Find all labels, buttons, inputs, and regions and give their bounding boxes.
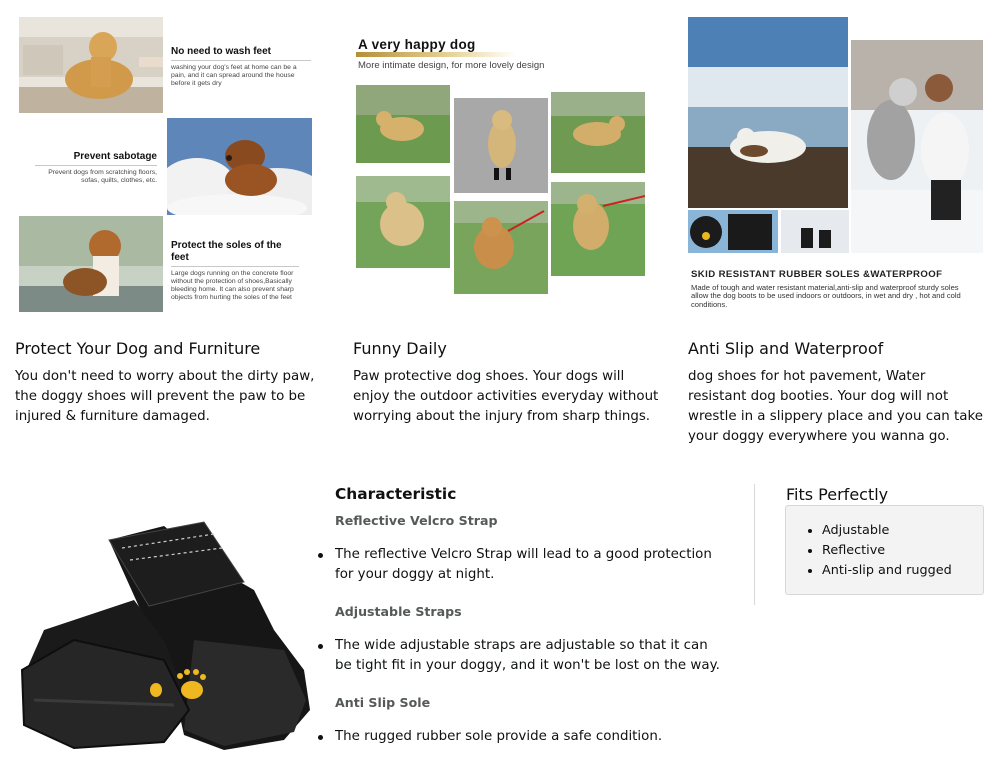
boot-sole-detail-photo bbox=[688, 210, 778, 253]
protect-heading: Protect Your Dog and Furniture bbox=[15, 339, 261, 358]
funny-daily-description: Paw protective dog shoes. Your dogs will enjoy the outdoor activities everyday without worrying about the injury from sharp things. bbox=[353, 369, 659, 424]
anti-slip-description: dog shoes for hot pavement, Water resistant dog booties. Your dog will not wrestle in a slippery place and you can take your doggy everywhere you wanna go. bbox=[688, 369, 983, 444]
skid-resistant-desc: Made of tough and water resistant material,anti-slip and waterproof sturdy soles allow the dog boots to be used indoors or outdoors, in wet and dry , hot and cold conditions. bbox=[691, 283, 961, 309]
feature-wash-feet-desc: washing your dog's feet at home can be a pain, and it can spread around the house before it gets dry bbox=[171, 64, 297, 87]
adjustable-straps-heading: Adjustable Straps bbox=[335, 604, 462, 619]
feature-wash-feet-title: No need to wash feet bbox=[171, 46, 272, 57]
characteristic-title: Characteristic bbox=[335, 485, 457, 503]
dog-boots-snow-photo bbox=[781, 210, 849, 253]
fits-item bbox=[822, 523, 889, 538]
feature-prevent-sabotage-title: Prevent sabotage bbox=[73, 151, 157, 162]
dog-boots-product-image bbox=[14, 520, 314, 756]
happy-dog-subtitle: More intimate design, for more lovely design bbox=[358, 60, 545, 71]
bullet-dot bbox=[318, 735, 323, 740]
adjustable-straps-bullet bbox=[318, 636, 728, 676]
fits-perfectly-box bbox=[785, 505, 984, 595]
bullet-dot bbox=[808, 569, 812, 573]
feature-wash-feet bbox=[171, 46, 311, 88]
beagle-photo bbox=[19, 216, 163, 312]
feature-protect-soles-title: Protect the soles of the feet bbox=[171, 240, 282, 263]
dog-in-cotton-photo bbox=[167, 118, 312, 215]
feature-divider bbox=[35, 165, 157, 166]
collage-photo-5 bbox=[454, 201, 548, 294]
protect-description: You don't need to worry about the dirty paw, the doggy shoes will prevent the paw to be injured & furniture damaged. bbox=[15, 369, 315, 424]
collage-photo-2 bbox=[454, 98, 548, 193]
woman-husky-snow-photo bbox=[851, 40, 983, 253]
reflective-strap-text: The reflective Velcro Strap will lead to a good protection for your doggy at night. bbox=[335, 547, 712, 582]
collage-photo-1 bbox=[356, 85, 450, 163]
anti-slip-sole-text: The rugged rubber sole provide a safe condition. bbox=[335, 729, 663, 744]
reflective-strap-bullet bbox=[318, 545, 728, 585]
skid-resistant-title: SKID RESISTANT RUBBER SOLES &WATERPROOF bbox=[691, 269, 943, 280]
feature-prevent-sabotage bbox=[35, 151, 157, 185]
bullet-dot bbox=[318, 644, 323, 649]
fits-item bbox=[822, 563, 952, 578]
bullet-dot bbox=[808, 549, 812, 553]
beach-dog-photo bbox=[688, 17, 848, 208]
collage-photo-6 bbox=[551, 182, 645, 276]
adjustable-straps-text: The wide adjustable straps are adjustable so that it can be tight fit in your doggy, and it won't be lost on the way. bbox=[335, 638, 720, 673]
happy-dog-title: A very happy dog bbox=[358, 37, 476, 52]
bullet-dot bbox=[318, 553, 323, 558]
funny-daily-heading: Funny Daily bbox=[353, 339, 447, 358]
bullet-dot bbox=[808, 529, 812, 533]
collage-photo-3 bbox=[551, 92, 645, 173]
anti-slip-sole-bullet bbox=[318, 727, 728, 747]
living-room-dog-photo bbox=[19, 17, 163, 113]
fits-perfectly-title: Fits Perfectly bbox=[786, 485, 889, 504]
feature-prevent-sabotage-desc: Prevent dogs from scratching floors, sofas, quilts, clothes, etc. bbox=[48, 169, 157, 184]
collage-photo-4 bbox=[356, 176, 450, 268]
anti-slip-heading: Anti Slip and Waterproof bbox=[688, 339, 884, 358]
reflective-strap-heading: Reflective Velcro Strap bbox=[335, 513, 498, 528]
fits-item-label: Reflective bbox=[822, 543, 886, 558]
feature-protect-soles bbox=[171, 240, 299, 302]
feature-divider bbox=[171, 266, 299, 267]
fits-item bbox=[822, 543, 885, 558]
vertical-divider bbox=[754, 484, 755, 605]
anti-slip-sole-heading: Anti Slip Sole bbox=[335, 695, 431, 710]
fits-item-label: Anti-slip and rugged bbox=[822, 563, 952, 578]
fits-item-label: Adjustable bbox=[822, 523, 890, 538]
title-accent-bar bbox=[356, 52, 516, 57]
feature-divider bbox=[171, 60, 311, 61]
feature-protect-soles-desc: Large dogs running on the concrete floor without the protection of shoes,Basically bleeding home. It can also prevent sharp objects from hurting the soles of the feet bbox=[171, 270, 294, 301]
